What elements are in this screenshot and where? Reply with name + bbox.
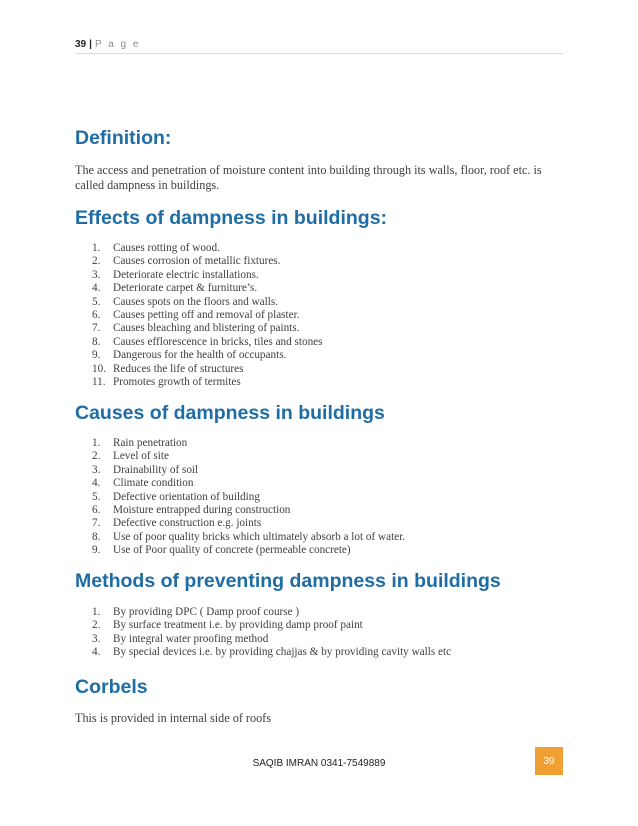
- list-item-text: Rain penetration: [113, 437, 188, 449]
- list-item: [92, 376, 323, 389]
- list-item-text: Use of Poor quality of concrete (permeable concrete): [113, 544, 351, 557]
- list-item: [92, 349, 323, 362]
- list-item-text: Causes spots on the floors and walls.: [113, 295, 278, 308]
- list-item: [92, 437, 405, 450]
- list-item-text: By special devices i.e. by providing chajjas & by providing cavity walls etc: [113, 646, 452, 659]
- list-item-number: 8.: [92, 530, 101, 543]
- list-item-text: Reduces the life of structures: [113, 362, 244, 375]
- effects-list: [92, 242, 323, 389]
- list-item: [92, 363, 323, 376]
- list-item: [92, 269, 323, 282]
- list-item-number: 11.: [92, 376, 106, 389]
- list-item-number: 6.: [92, 504, 101, 517]
- list-item: [92, 606, 451, 619]
- list-item-text: By integral water proofing method: [113, 632, 269, 645]
- list-item: [92, 322, 323, 335]
- list-item: [92, 336, 323, 349]
- list-item: [92, 450, 405, 463]
- list-item-number: 1.: [92, 242, 101, 254]
- list-item-text: Causes petting off and removal of plaster.: [113, 309, 300, 322]
- footer-page-box: 39: [535, 747, 563, 775]
- effects-heading: Effects of dampness in buildings:: [75, 207, 388, 229]
- list-item-text: Moisture entrapped during construction: [113, 504, 291, 517]
- causes-list: [92, 437, 405, 558]
- definition-heading: Definition:: [75, 127, 172, 149]
- list-item-number: 7.: [92, 517, 101, 530]
- list-item-number: 9.: [92, 349, 101, 362]
- list-item-number: 3.: [92, 463, 101, 476]
- list-item-text: Causes rotting of wood.: [113, 242, 220, 254]
- list-item-text: Dangerous for the health of occupants.: [113, 349, 287, 362]
- corbels-text: This is provided in internal side of roofs: [75, 711, 271, 725]
- list-item-text: By surface treatment i.e. by providing damp proof paint: [113, 619, 363, 632]
- list-item: [92, 282, 323, 295]
- header-page-word: P a g e: [94, 39, 141, 50]
- list-item-text: Causes efflorescence in bricks, tiles and stones: [113, 335, 323, 348]
- list-item-text: Causes corrosion of metallic fixtures.: [113, 255, 281, 268]
- corbels-heading: Corbels: [75, 676, 148, 698]
- list-item: [92, 242, 323, 255]
- footer-author: SAQIB IMRAN 0341-7549889: [252, 758, 386, 769]
- definition-text: The access and penetration of moisture content into building through its walls, floor, roof etc. is called dampness in buildings.: [75, 163, 542, 192]
- list-item-number: 5.: [92, 490, 101, 503]
- list-item: [92, 646, 451, 659]
- list-item: [92, 504, 405, 517]
- list-item: [92, 517, 405, 530]
- list-item-number: 2.: [92, 619, 101, 632]
- list-item-number: 7.: [92, 322, 101, 335]
- list-item-text: Causes bleaching and blistering of paints.: [113, 322, 300, 335]
- list-item-text: Use of poor quality bricks which ultimately absorb a lot of water.: [113, 530, 406, 543]
- header-divider: [75, 53, 563, 54]
- list-item: [92, 309, 323, 322]
- list-item-text: Climate condition: [113, 477, 194, 490]
- list-item-text: Deteriorate electric installations.: [113, 268, 259, 281]
- list-item: [92, 296, 323, 309]
- list-item: [92, 255, 323, 268]
- list-item-number: 2.: [92, 255, 101, 268]
- page-header: [75, 39, 140, 50]
- list-item-number: 4.: [92, 646, 101, 659]
- list-item: [92, 544, 405, 557]
- list-item-number: 3.: [92, 268, 101, 281]
- list-item-number: 1.: [92, 437, 101, 449]
- list-item: [92, 531, 405, 544]
- list-item-text: Drainability of soil: [113, 463, 199, 476]
- list-item-text: By providing DPC ( Damp proof course ): [113, 606, 300, 618]
- list-item-number: 4.: [92, 282, 101, 295]
- list-item-text: Deteriorate carpet & furniture’s.: [113, 282, 258, 295]
- list-item-text: Promotes growth of termites: [113, 376, 241, 389]
- list-item: [92, 619, 451, 632]
- list-item-number: 5.: [92, 295, 101, 308]
- methods-heading: Methods of preventing dampness in buildings: [75, 570, 501, 592]
- header-separator: |: [89, 39, 92, 50]
- list-item-number: 2.: [92, 450, 101, 463]
- list-item: [92, 491, 405, 504]
- list-item-number: 10.: [92, 362, 106, 375]
- methods-list: [92, 606, 451, 660]
- list-item-text: Level of site: [113, 450, 169, 463]
- header-page-number: 39: [75, 39, 87, 50]
- list-item-number: 6.: [92, 309, 101, 322]
- list-item: [92, 633, 451, 646]
- list-item-number: 1.: [92, 606, 101, 618]
- list-item-number: 8.: [92, 335, 101, 348]
- list-item: [92, 477, 405, 490]
- list-item-number: 4.: [92, 477, 101, 490]
- list-item-number: 9.: [92, 544, 101, 557]
- list-item: [92, 464, 405, 477]
- list-item-text: Defective construction e.g. joints: [113, 517, 262, 530]
- causes-heading: Causes of dampness in buildings: [75, 402, 385, 424]
- list-item-text: Defective orientation of building: [113, 490, 260, 503]
- list-item-number: 3.: [92, 632, 101, 645]
